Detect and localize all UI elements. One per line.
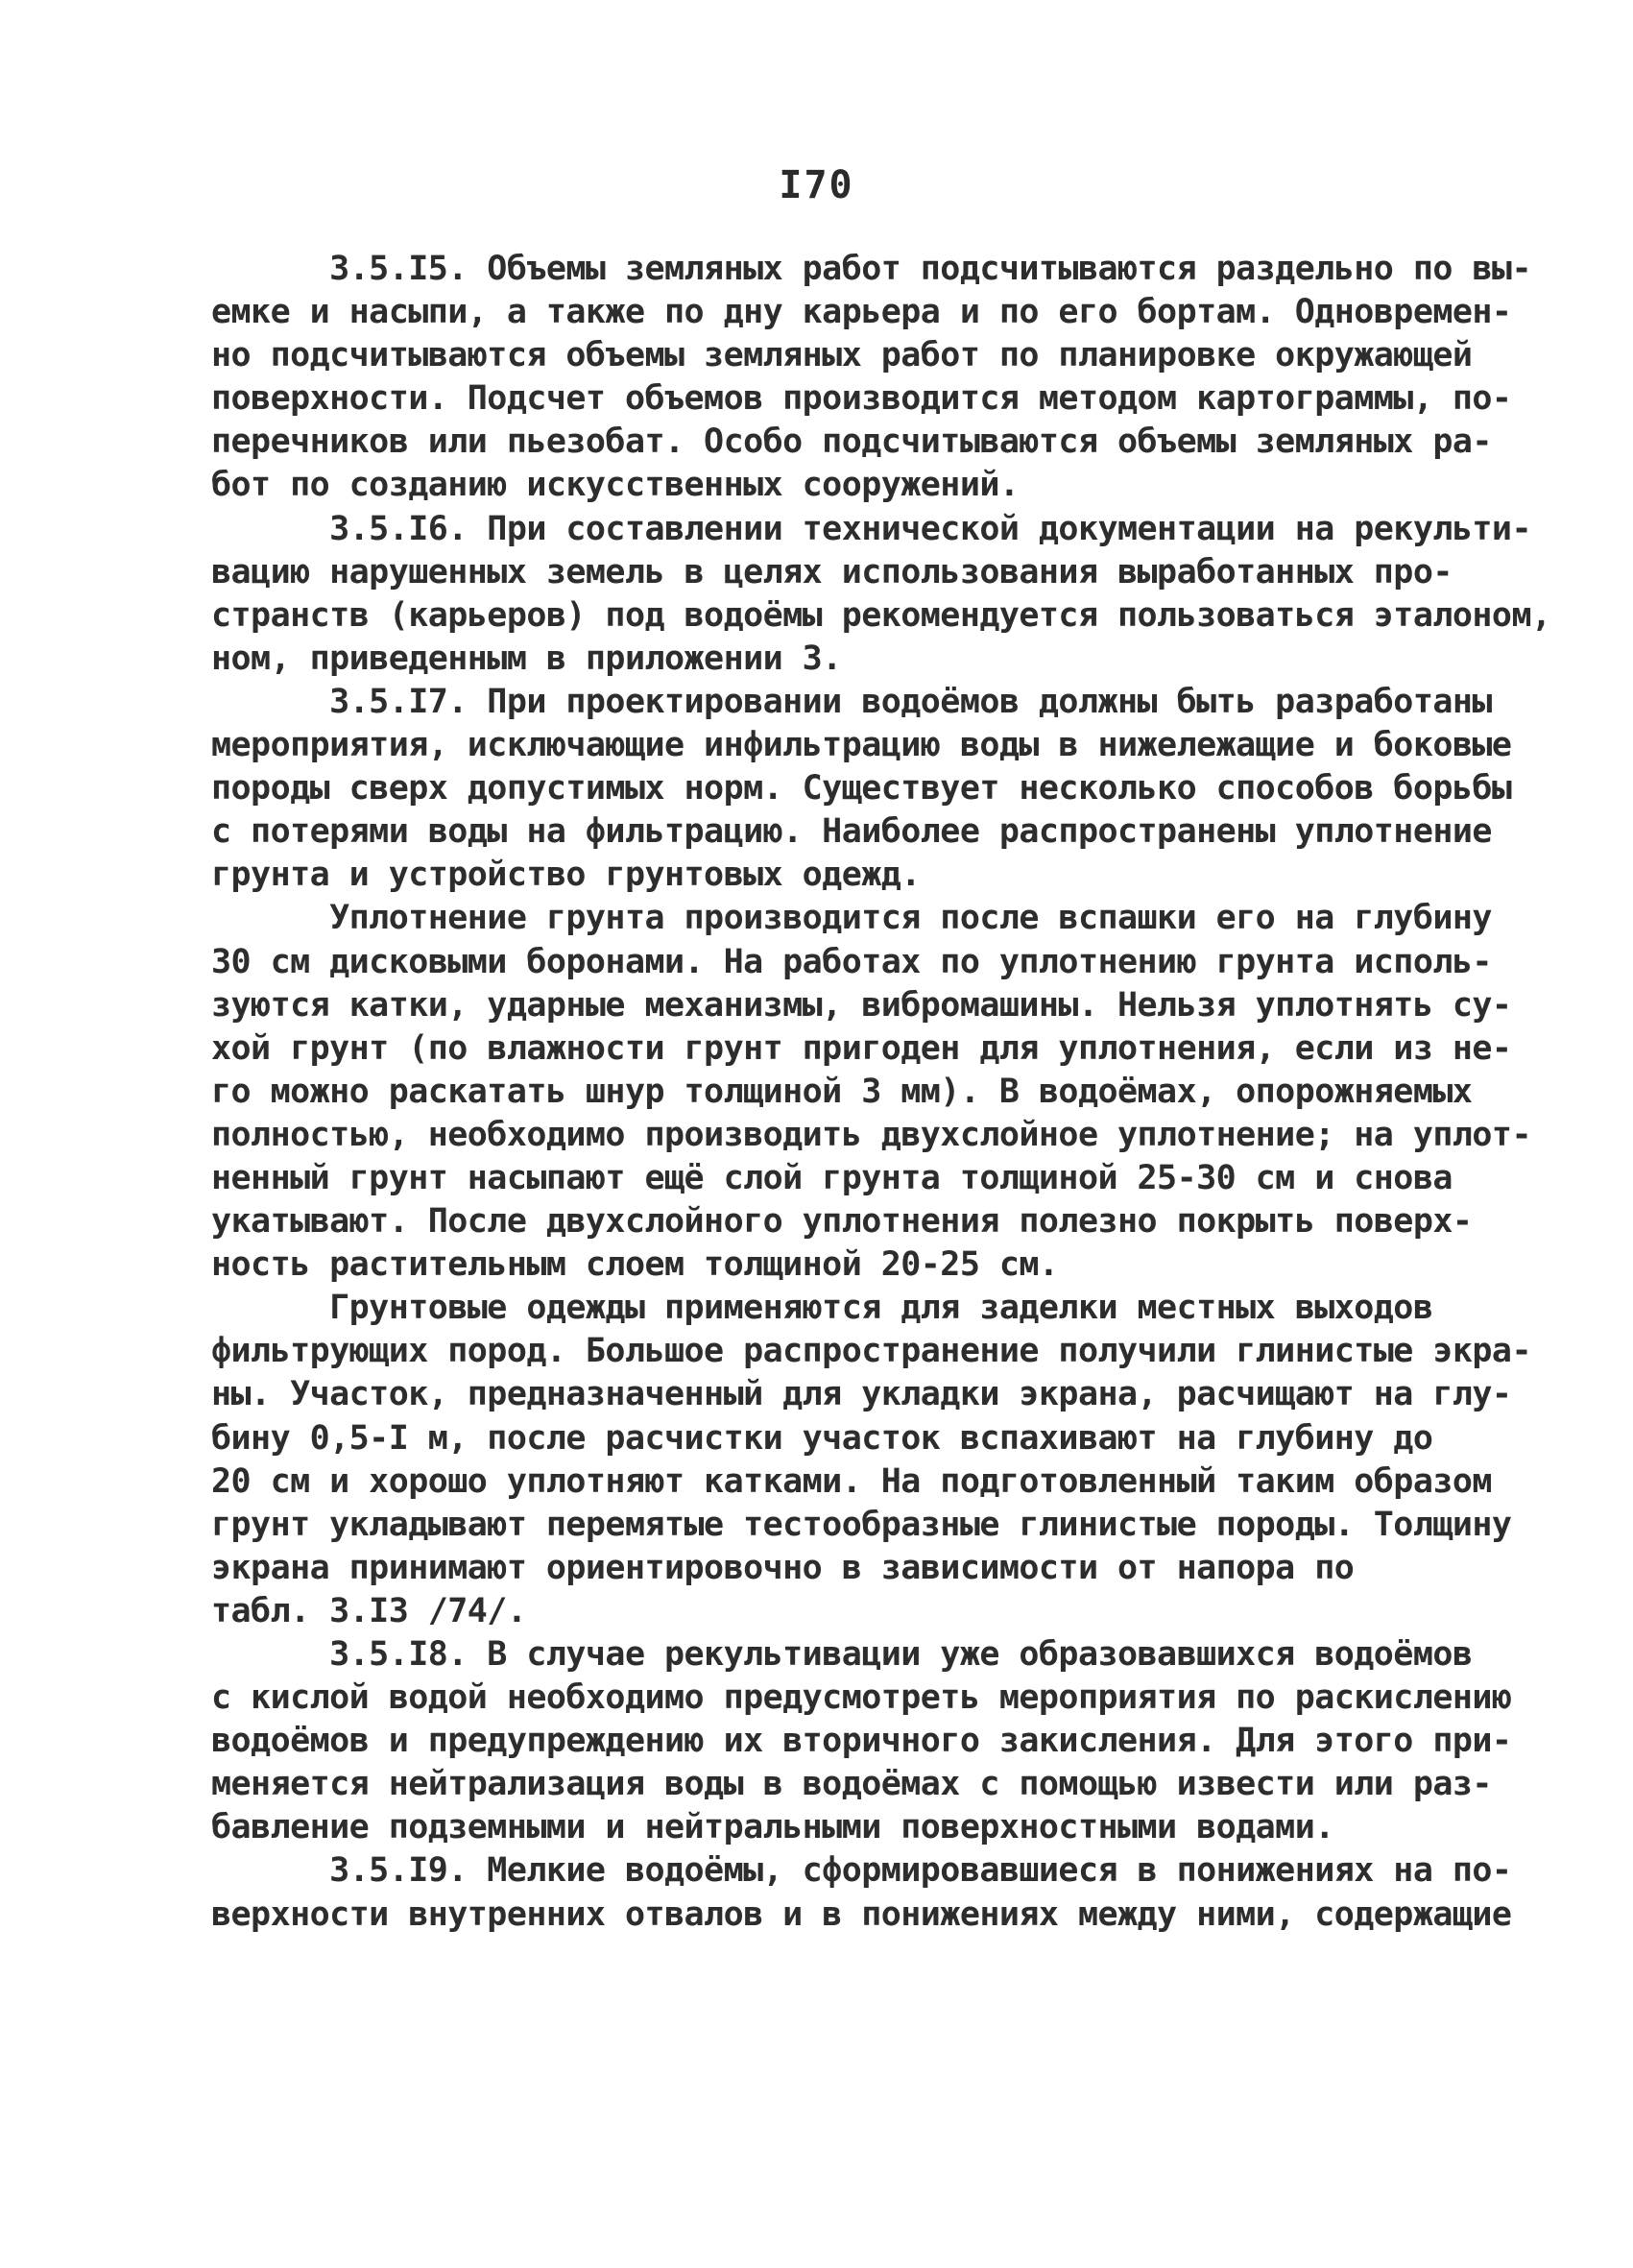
text-line: 3.5.I5. Объемы земляных работ подсчитываются раздельно по вы-: [211, 250, 1531, 288]
text-line: но подсчитываются объемы земляных работ по планировке окружающей: [211, 336, 1473, 375]
text-line: укатывают. После двухслойного уплотнения полезно покрыть поверх-: [211, 1202, 1473, 1242]
text-line: го можно раскатать шнур толщиной 3 мм). В водоёмах, опорожняемых: [211, 1072, 1473, 1111]
text-line: бавление подземными и нейтральными поверхностными водами.: [211, 1808, 1334, 1847]
text-line: 3.5.I9. Мелкие водоёмы, сформировавшиеся в понижениях на по-: [211, 1851, 1512, 1891]
text-line: водоёмов и предупреждению их вторичного закисления. Для этого при-: [211, 1722, 1512, 1761]
text-line: перечников или пьезобат. Особо подсчитываются объемы земляных ра-: [211, 422, 1492, 462]
text-line: Грунтовые одежды применяются для заделки местных выходов: [211, 1289, 1433, 1328]
text-line: 3.5.I8. В случае рекультивации уже образовавшихся водоёмов: [211, 1635, 1473, 1674]
text-line: экрана принимают ориентировочно в зависимости от напора по: [211, 1548, 1355, 1587]
text-line: ненный грунт насыпают ещё слой грунта толщиной 25-30 см и снова: [211, 1158, 1453, 1197]
text-line: вацию нарушенных земель в целях использования выработанных про-: [211, 552, 1453, 591]
text-line: грунт укладывают перемятые тестообразные глинистые породы. Толщину: [211, 1505, 1512, 1544]
text-line: зуются катки, ударные механизмы, вибромашины. Нельзя уплотнять су-: [211, 985, 1512, 1025]
text-line: грунта и устройство грунтовых одежд.: [211, 856, 921, 895]
text-line: породы сверх допустимых норм. Существует несколько способов борьбы: [211, 769, 1512, 808]
text-line: хой грунт (по влажности грунт пригоден для уплотнения, если из не-: [211, 1028, 1512, 1068]
text-line: 20 см и хорошо уплотняют катками. На подготовленный таким образом: [211, 1461, 1492, 1501]
text-line: ном, приведенным в приложении 3.: [211, 639, 842, 678]
text-line: 3.5.I6. При составлении технической документации на рекульти-: [211, 509, 1531, 548]
text-line: емке и насыпи, а также по дну карьера и по его бортам. Одновремен-: [211, 293, 1512, 332]
text-line: табл. 3.I3 /74/.: [211, 1591, 527, 1630]
text-line: 30 см дисковыми боронами. На работах по уплотнению грунта исполь-: [211, 942, 1492, 981]
text-line: ны. Участок, предназначенный для укладки экрана, расчищают на глу-: [211, 1375, 1512, 1414]
text-line: с кислой водой необходимо предусмотреть мероприятия по раскислению: [211, 1678, 1512, 1718]
body-text: [211, 248, 1551, 1937]
text-line: фильтрующих пород. Большое распространение получили глинистые экра-: [211, 1332, 1531, 1371]
text-line: бот по созданию искусственных сооружений.: [211, 466, 1020, 505]
text-line: 3.5.I7. При проектировании водоёмов должны быть разработаны: [211, 682, 1492, 721]
text-line: Уплотнение грунта производится после вспашки его на глубину: [211, 899, 1492, 938]
text-line: полностью, необходимо производить двухслойное уплотнение; на уплот-: [211, 1115, 1531, 1154]
text-line: поверхности. Подсчет объемов производится методом картограммы, по-: [211, 379, 1512, 419]
text-line: ность растительным слоем толщиной 20-25 см.: [211, 1245, 1059, 1285]
text-line: бину 0,5-I м, после расчистки участок вспахивают на глубину до: [211, 1418, 1433, 1458]
text-line: верхности внутренних отвалов и в понижениях между ними, содержащие: [211, 1894, 1512, 1934]
page-number: I70: [779, 163, 854, 207]
text-line: мероприятия, исключающие инфильтрацию воды в нижележащие и боковые: [211, 726, 1512, 765]
text-line: меняется нейтрализация воды в водоёмах с помощью извести или раз-: [211, 1765, 1492, 1804]
text-line: странств (карьеров) под водоёмы рекомендуется пользоваться эталоном,: [211, 595, 1551, 635]
text-line: с потерями воды на фильтрацию. Наиболее распространены уплотнение: [211, 812, 1492, 852]
